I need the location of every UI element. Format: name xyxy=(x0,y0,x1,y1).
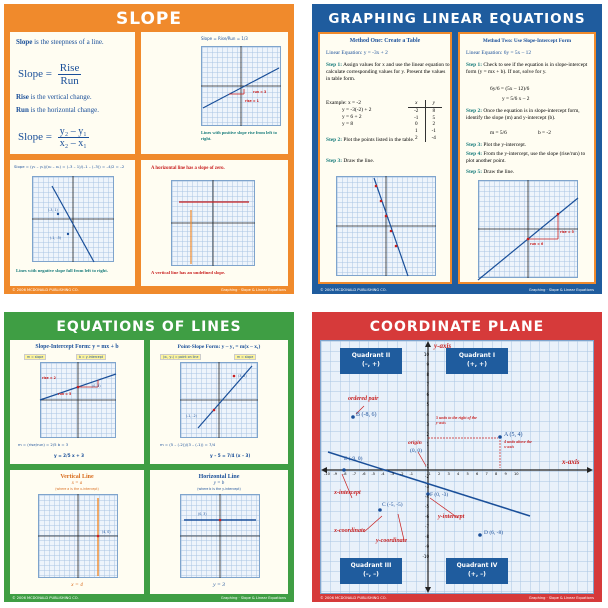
method-two-work2: y = 5/6 x – 2 xyxy=(502,96,530,102)
method-two-graph xyxy=(478,180,578,278)
method-two-step4: Step 4: From the y-intercept, use the slope (rise/run) to plot another point. xyxy=(466,151,586,165)
x-intercept-label: x-intercept xyxy=(334,490,361,496)
method-one-card xyxy=(318,32,452,284)
method-one-graph xyxy=(336,176,436,276)
horizontal-line-sub: (where b is the y-intercept) xyxy=(197,487,241,491)
y-tick: 8 xyxy=(426,372,429,377)
method-two-step1: Step 1: Check to see if the equation is in slope-intercept form (y = mx + b). If not, solve for y. xyxy=(466,62,588,76)
vl-point xyxy=(97,535,100,538)
x-tick: 6 xyxy=(476,472,479,476)
x-tick: 7 xyxy=(485,472,488,476)
origin-label: origin xyxy=(408,440,422,446)
run-definition: Run is the horizontal change. xyxy=(16,106,100,114)
y-tick: 2 xyxy=(426,432,429,437)
point-e-label: E (-9, 0) xyxy=(344,456,363,462)
x-tick: 5 xyxy=(466,472,469,476)
equations-title: EQUATIONS OF LINES xyxy=(56,319,242,335)
ps-point-1 xyxy=(233,375,236,378)
x-tick: 10 xyxy=(514,472,519,476)
positive-slope-formula: Slope = Rise/Run = 1/3 xyxy=(201,36,248,41)
point-slope-card xyxy=(150,340,288,464)
point-tag: (x₁, y₁) = point on line xyxy=(160,354,201,360)
si-work: m = (rise/run) = 2/5 b = 3 xyxy=(18,442,69,447)
method-one-ex-line2: y = 6 + 2 xyxy=(342,114,362,120)
quadrant-1-box xyxy=(446,348,508,374)
y-tick: -9 xyxy=(425,544,429,549)
intercept-tag: b = y-intercept xyxy=(76,354,106,360)
quadrant-2-name: Quadrant II xyxy=(351,352,391,359)
negative-slope-graph xyxy=(32,176,114,262)
quadrant-3-box xyxy=(340,558,402,584)
y-tick: -8 xyxy=(425,534,429,539)
table-x-cell: 1 xyxy=(414,128,418,134)
table-y-cell: -4 xyxy=(425,135,443,142)
point-slope-title: Point-Slope Form: y – y₁ = m(x – x₁) xyxy=(177,344,261,350)
horizontal-line-card xyxy=(150,470,288,594)
x-tick: -8 xyxy=(343,472,347,476)
ps-slope-tag: m = slope xyxy=(234,354,256,360)
second-point xyxy=(557,213,560,216)
ps-point2-label: (-1, -2) xyxy=(186,414,197,418)
y-tick: -6 xyxy=(425,514,429,519)
y-coordinate-arrow xyxy=(398,514,404,540)
y-tick: 6 xyxy=(426,392,429,397)
si-equation: y = 2/5 x + 3 xyxy=(54,453,85,458)
y-tick: -2 xyxy=(425,474,429,479)
positive-slope-graph xyxy=(201,46,281,126)
x-tick: -6 xyxy=(362,472,366,476)
ps-work: m = (5 – (-2))/(3 – (-1)) = 7/4 xyxy=(160,442,216,447)
method-two-b: b = -2 xyxy=(538,130,551,136)
rise-label: rise = 5 xyxy=(560,230,574,234)
negative-slope-pt1: (-3, 1) xyxy=(48,208,58,212)
table-y-cell: -1 xyxy=(425,128,443,135)
table-x-cell: -2 xyxy=(414,107,419,114)
graphing-footer-left: © 2006 MCDONALD PUBLISHING CO. xyxy=(320,288,387,292)
vertical-line-title: Vertical Line xyxy=(60,474,94,480)
y-tick: 7 xyxy=(426,382,429,387)
y-intercept-point xyxy=(527,238,530,241)
ps-point-2 xyxy=(213,409,216,412)
y-axis-arrow-down xyxy=(425,587,431,593)
method-one-example: Example: x = -2 xyxy=(326,100,361,106)
y-axis-arrow-up xyxy=(425,341,431,347)
point-f-label: F (0, -3) xyxy=(430,492,449,498)
quadrant-1-sign: (+, +) xyxy=(467,361,487,368)
point-c-label: C (-5, -5) xyxy=(382,502,403,508)
method-one-step1: Step 1: Assign values for x and use the linear equation to calculate corresponding values for y. Present the values in table form. xyxy=(326,62,450,83)
method-one-ex-line1: y = -3(-2) + 2 xyxy=(342,107,372,113)
negative-slope-formula: Slope = (y₂ – y₁)/(x₂ – x₁) = (–3 – 1)/(–1 – (–3)) = –4/2 = –2 xyxy=(14,164,125,169)
point-1 xyxy=(57,213,59,215)
x-axis-label: x-axis xyxy=(562,458,580,466)
method-two-step5: Step 5: Draw the line. xyxy=(466,169,515,175)
graphing-title: GRAPHING LINEAR EQUATIONS xyxy=(328,11,586,27)
equations-poster xyxy=(4,312,294,602)
y-tick-labels xyxy=(419,350,429,562)
slope-tag: m = slope xyxy=(24,354,46,360)
y-tick: -4 xyxy=(425,494,429,499)
method-one-equation: Linear Equation: y = -3x + 2 xyxy=(326,50,388,56)
y-intercept-label: y-intercept xyxy=(438,514,465,520)
plotted-point xyxy=(385,215,388,218)
table-x-cell: 2 xyxy=(414,134,418,141)
equations-footer-right: Graphing · Slope & Linear Equations xyxy=(220,596,286,600)
y-tick: -7 xyxy=(425,524,429,529)
x-tick: 3 xyxy=(447,472,450,476)
x-tick: -1 xyxy=(409,472,414,476)
method-one-step2: Step 2: Plot the points listed in the table. xyxy=(326,137,415,143)
vertical-slope-caption: A vertical line has an undefined slope. xyxy=(151,270,226,275)
quadrant-4-sign: (+, –) xyxy=(468,571,486,578)
point-a xyxy=(498,435,502,439)
zero-undefined-slope-card xyxy=(141,160,288,286)
method-two-card xyxy=(458,32,596,284)
slope-poster xyxy=(4,4,294,294)
plotted-point xyxy=(390,230,393,233)
quadrant-1-name: Quadrant I xyxy=(458,352,496,359)
zero-slope-graph xyxy=(171,180,255,266)
y-tick: -3 xyxy=(425,484,429,489)
point-d-label: D (6, -8) xyxy=(484,530,504,536)
negative-slope-pt2: (-1, -3) xyxy=(50,236,61,240)
y-tick: -5 xyxy=(425,504,429,509)
slope-intercept-title: Slope-Intercept Form: y = mx + b xyxy=(35,344,119,350)
x-coordinate-arrow xyxy=(364,516,382,532)
coordinate-plane-svg xyxy=(320,340,594,594)
coordinate-footer-left: © 2006 MCDONALD PUBLISHING CO. xyxy=(320,596,387,600)
method-one-title: Method One: Create a Table xyxy=(349,38,421,44)
coordinate-poster xyxy=(312,312,602,602)
hl-point-label: (0, 3) xyxy=(198,512,207,516)
slope-footer-left: © 2006 MCDONALD PUBLISHING CO. xyxy=(12,288,79,292)
ps-equation: y – 5 = 7/4 (x – 3) xyxy=(210,453,251,458)
origin-point-label: (0, 0) xyxy=(410,448,422,454)
positive-slope-card xyxy=(141,32,288,154)
x-tick: -9 xyxy=(333,472,338,476)
vl-point-label: (4, 0) xyxy=(102,530,111,534)
quadrant-4-box xyxy=(446,558,508,584)
method-two-work1: 6y/6 = (5x – 12)/6 xyxy=(490,86,530,92)
slope-title: SLOPE xyxy=(116,9,182,29)
x-tick: -3 xyxy=(390,472,395,476)
intercept-point xyxy=(77,386,80,389)
method-two-step2: Step 2: Once the equation is in slope-intercept form, identify the slope (m) and y-intercept (b). xyxy=(466,108,580,122)
x-tick: 8 xyxy=(495,472,498,476)
negative-slope-caption: Lines with negative slope fall from left to right. xyxy=(16,268,108,273)
y-tick: 9 xyxy=(426,362,429,367)
horizontal-line-equation: y = 3 xyxy=(213,582,225,588)
x-tick: 4 xyxy=(457,472,460,476)
y-axis-label: y-axis xyxy=(434,342,452,350)
x-tick: 9 xyxy=(504,472,507,476)
slope-intercept-graph xyxy=(40,362,116,438)
y-tick: 5 xyxy=(426,402,429,407)
x-tick: -10 xyxy=(324,472,330,476)
negative-slope-card xyxy=(10,160,135,286)
y-tick: -1 xyxy=(425,464,429,469)
above-x-axis-note: 4 units above the x-axis xyxy=(504,439,532,449)
coordinate-footer-right: Graphing · Slope & Linear Equations xyxy=(528,596,594,600)
table-x-cell: -1 xyxy=(414,114,419,121)
table-y-cell: 5 xyxy=(425,115,443,122)
horizontal-line-title: Horizontal Line xyxy=(198,474,240,480)
quadrant-2-box xyxy=(340,348,402,374)
run-label: run = 6 xyxy=(530,242,544,246)
right-of-y-axis-note: 5 units to the right of the y-axis xyxy=(436,415,477,425)
quadrant-4-name: Quadrant IV xyxy=(456,562,498,569)
method-one-ex-line3: y = 8 xyxy=(342,121,354,127)
point-c xyxy=(378,508,382,512)
slope-coordinate-formula: Slope = $\frac{\text{y₂ – y₁}}{\text{x₂ – x₁}}$ xyxy=(18,126,87,149)
x-tick: 2 xyxy=(438,472,441,476)
rise-label: rise = 1 xyxy=(245,99,259,103)
quadrant-3-name: Quadrant III xyxy=(350,562,392,569)
si-run-label: run = 5 xyxy=(58,392,72,396)
point-b-label: B (-8, 6) xyxy=(356,412,377,418)
method-one-step3: Step 3: Draw the line. xyxy=(326,158,375,164)
method-two-step3: Step 3: Plot the y-intercept. xyxy=(466,142,527,148)
x-coordinate-label: x-coordinate xyxy=(334,528,366,534)
x-tick: -2 xyxy=(400,472,404,476)
slope-rise-run-formula: Slope = Rise Run xyxy=(18,62,80,87)
x-tick-labels xyxy=(324,472,594,476)
table-x-cell: 0 xyxy=(414,121,418,128)
vertical-line-card xyxy=(10,470,144,594)
ordered-pair-label: ordered pair xyxy=(348,396,379,402)
si-rise-label: rise = 2 xyxy=(42,376,56,380)
y-coordinate-label: y-coordinate xyxy=(376,538,407,544)
y-tick: 1 xyxy=(426,442,429,447)
slope-definition: Slope is the steepness of a line. xyxy=(16,38,104,46)
point-2 xyxy=(67,233,69,235)
table-x-header: x xyxy=(415,100,418,106)
point-d xyxy=(478,533,482,537)
y-tick: -10 xyxy=(422,554,429,559)
horizontal-line-graph xyxy=(180,494,260,578)
method-one-table xyxy=(408,100,442,142)
method-two-title: Method Two: Use Slope-Intercept Form xyxy=(482,38,572,44)
y-tick: 4 xyxy=(426,412,429,417)
quadrant-2-sign: (–, +) xyxy=(362,361,380,368)
horizontal-slope-caption: A horizontal line has a slope of zero. xyxy=(151,166,225,171)
si-intercept-label: (0, 3) xyxy=(92,384,101,388)
equations-footer-left: © 2006 MCDONALD PUBLISHING CO. xyxy=(12,596,79,600)
hl-point xyxy=(219,519,222,522)
x-tick: -5 xyxy=(371,472,376,476)
horizontal-line-form: y = b xyxy=(213,481,225,486)
slope-intercept-card xyxy=(10,340,144,464)
plotted-point xyxy=(375,185,378,188)
vertical-line-equation: x = 4 xyxy=(71,582,83,588)
rise-definition: Rise is the vertical change. xyxy=(16,93,92,101)
y-tick: 3 xyxy=(426,422,429,427)
table-y-cell: 2 xyxy=(425,121,443,128)
x-tick: -7 xyxy=(352,472,357,476)
vertical-line-sub: (where a is the x-intercept) xyxy=(55,487,99,491)
x-tick: -4 xyxy=(381,472,385,476)
ps-point1-label: (3, 5) xyxy=(238,374,247,378)
point-b xyxy=(351,415,355,419)
table-y-cell: 8 xyxy=(425,108,443,115)
line-y-3x-2 xyxy=(374,178,408,276)
x-tick: 1 xyxy=(428,472,431,476)
graphing-poster xyxy=(312,4,602,294)
y-tick: 10 xyxy=(423,352,429,357)
graphing-footer-right: Graphing · Slope & Linear Equations xyxy=(528,288,594,292)
positive-slope-caption: Lines with positive slope rise from left to right. xyxy=(201,130,277,141)
vertical-line-form: x = a xyxy=(71,481,83,486)
plotted-point xyxy=(395,245,398,248)
slope-definition-card xyxy=(10,32,135,154)
coordinate-title: COORDINATE PLANE xyxy=(369,319,545,335)
plotted-point xyxy=(380,200,383,203)
point-a-label: A (5, 4) xyxy=(504,432,523,438)
slope-footer-right: Graphing · Slope & Linear Equations xyxy=(220,288,286,292)
method-two-equation: Linear Equation: 6y = 5x – 12 xyxy=(466,50,532,56)
method-two-m: m = 5/6 xyxy=(490,130,507,136)
table-y-header: y xyxy=(425,100,443,107)
run-label: run = 3 xyxy=(253,90,267,94)
quadrant-3-sign: (–, –) xyxy=(363,571,379,578)
vertical-line-graph xyxy=(38,494,118,578)
